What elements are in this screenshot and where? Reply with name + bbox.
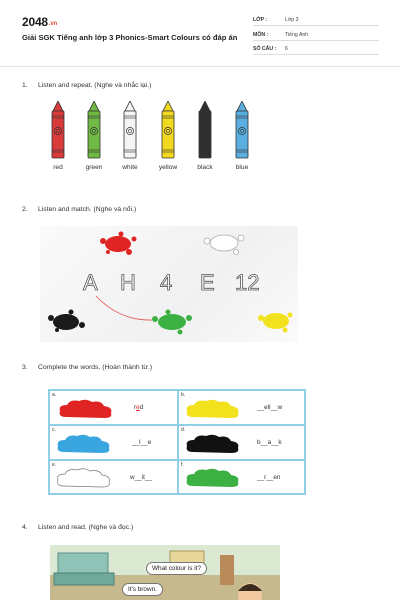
crayon-black <box>196 101 214 159</box>
question-3: 3. Complete the words. (Hoàn thành từ.) <box>22 364 153 371</box>
speech-bubble-question: What colour is it? <box>146 562 207 575</box>
white-splash <box>204 235 244 255</box>
crayon-red <box>49 101 67 159</box>
crayon-black-icon <box>196 101 214 159</box>
crayon-white-icon <box>121 101 139 159</box>
crayon-label-yellow: yellow <box>158 164 178 171</box>
crayon-label-red: red <box>53 164 63 171</box>
black-splash <box>48 310 85 333</box>
yellow-splash <box>258 313 293 333</box>
match-number-4: 4 <box>160 270 173 295</box>
question-1: 1. Listen and repeat. (Nghe và nhắc lại.) <box>22 82 152 89</box>
table-cell-a: a. red <box>49 390 178 425</box>
crayon-label-black: black <box>197 164 213 171</box>
reading-illustration <box>50 545 280 600</box>
match-letter-a: A <box>83 270 98 295</box>
document-title: Giải SGK Tiếng anh lớp 3 Phonics-Smart Colours có đáp án <box>22 33 238 42</box>
page-header: 2048.vn Giải SGK Tiếng anh lớp 3 Phonics-Smart Colours có đáp án LỚP : Lớp 3 MÔN : Tiếng Anh SỐ CÂU : 6 <box>0 0 400 67</box>
green-cloud <box>185 467 243 489</box>
match-number-12: 12 <box>235 270 260 295</box>
word-yellow[interactable]: __ell__w <box>257 404 283 411</box>
question-2: 2. Listen and match. (Nghe và nối.) <box>22 206 137 213</box>
yellow-cloud <box>185 398 243 420</box>
crayon-yellow <box>159 101 177 159</box>
table-cell-e: e. w__it__ <box>49 460 178 494</box>
word-red[interactable]: red <box>134 404 144 411</box>
crayon-label-white: white <box>122 164 138 171</box>
black-cloud <box>185 433 243 455</box>
white-cloud <box>56 467 114 489</box>
table-cell-f: f. __r__en <box>178 460 305 494</box>
table-cell-d: d. b__a__k <box>178 425 305 460</box>
crayon-white <box>121 101 139 159</box>
speech-bubble-answer: It's brown. <box>122 583 163 596</box>
crayon-blue <box>233 101 251 159</box>
crayon-yellow-icon <box>159 101 177 159</box>
green-splash <box>152 310 192 335</box>
table-cell-b: b. __ell__w <box>178 390 305 425</box>
crayon-label-green: green <box>85 164 103 171</box>
word-black[interactable]: b__a__k <box>257 439 282 446</box>
match-letter-h: H <box>120 270 136 295</box>
question-4: 4. Listen and read. (Nghe và đọc.) <box>22 524 134 531</box>
word-green[interactable]: __r__en <box>257 474 281 481</box>
complete-words-table <box>48 389 306 495</box>
crayon-green <box>85 101 103 159</box>
red-splash <box>100 232 137 256</box>
crayon-green-icon <box>85 101 103 159</box>
word-blue[interactable]: __l__e <box>132 439 152 446</box>
crayon-red-icon <box>49 101 67 159</box>
blue-cloud <box>56 433 114 455</box>
crayon-label-blue: blue <box>235 164 249 171</box>
red-cloud <box>58 398 114 420</box>
table-cell-c: c. __l__e <box>49 425 178 460</box>
match-line <box>96 296 152 320</box>
match-letter-e: E <box>200 270 215 295</box>
word-white[interactable]: w__it__ <box>130 474 153 481</box>
site-logo[interactable]: 2048.vn <box>22 15 57 29</box>
crayon-blue-icon <box>233 101 251 159</box>
